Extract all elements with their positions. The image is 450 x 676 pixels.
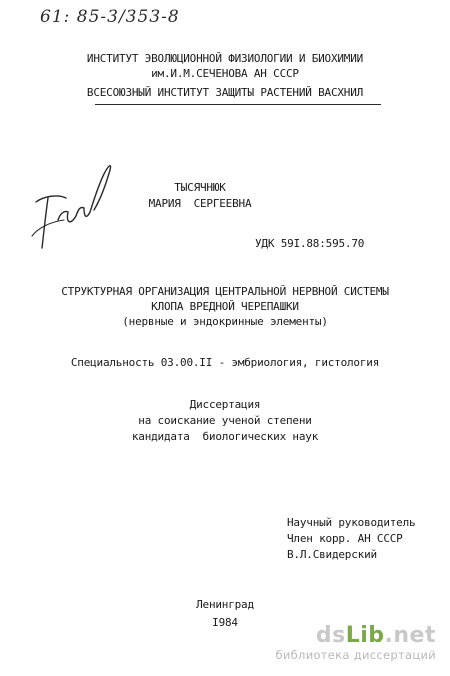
institute-line-2: им.И.М.СЕЧЕНОВА АН СССР (151, 67, 299, 80)
dissertation-line-3: кандидата биологических наук (131, 430, 319, 443)
title-line-3: (нервные и эндокринные элементы) (122, 315, 328, 328)
title-line-2: КЛОПА ВРЕДНОЙ ЧЕРЕПАШКИ (151, 300, 299, 313)
author-surname: ТЫСЯЧНЮК (174, 181, 226, 194)
author-name: МАРИЯ СЕРГЕЕВНА (148, 197, 252, 210)
title-line-1: СТРУКТУРНАЯ ОРГАНИЗАЦИЯ ЦЕНТРАЛЬНОЙ НЕРВНОЙ СИСТЕМЫ (61, 285, 389, 298)
institute-line-1: ИНСТИТУТ ЭВОЛЮЦИОННОЙ ФИЗИОЛОГИИ И БИОХИМИИ (86, 52, 364, 65)
dissertation-line-1: Диссертация (189, 398, 261, 411)
supervisor-line-2: Член корр. АН СССР (287, 532, 403, 545)
institute-line-3: ВСЕСОЮЗНЫЙ ИНСТИТУТ ЗАЩИТЫ РАСТЕНИЙ ВАСХНИЛ (86, 86, 364, 99)
specialty: Специальность 03.00.II - эмбриология, гистология (70, 356, 380, 369)
dslib-watermark (275, 624, 436, 662)
archive-code: 61: 85-3/353-8 (40, 7, 180, 27)
watermark-logo-lib: Lib (345, 623, 385, 648)
supervisor-line-3: В.Л.Свидерский (287, 548, 377, 561)
watermark-logo-suffix: .net (384, 623, 436, 648)
watermark-logo-prefix: ds (315, 623, 346, 648)
watermark-logo (275, 624, 436, 648)
watermark-subtitle: библиотека диссертаций (275, 648, 436, 662)
city: Ленинград (196, 598, 254, 611)
header-divider (95, 104, 381, 105)
supervisor-line-1: Научный руководитель (287, 516, 416, 529)
year: I984 (212, 616, 238, 629)
dissertation-line-2: на соискание ученой степени (138, 414, 312, 427)
udc-code: УДК 59I.88:595.70 (255, 237, 365, 250)
